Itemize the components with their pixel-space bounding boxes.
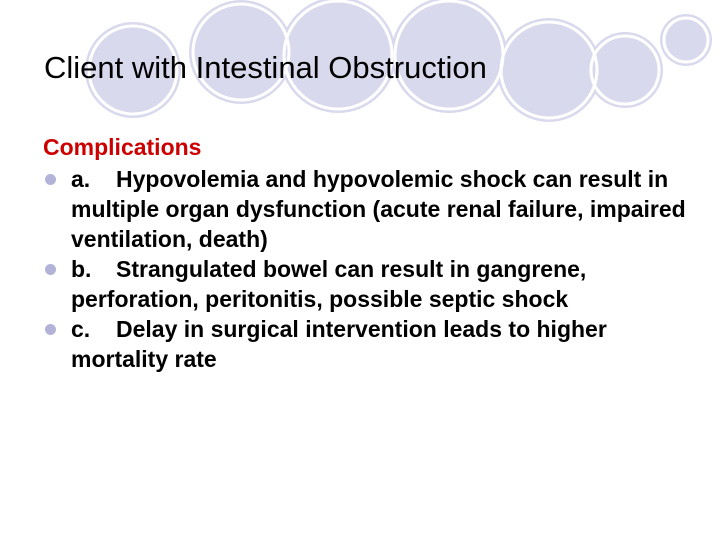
bullet-icon — [45, 264, 56, 275]
bullet-letter: a. — [71, 166, 91, 192]
bullet-text: Hypovolemia and hypovolemic shock can result in multiple organ dysfunction (acute renal failure, impaired ventilation, death) — [71, 166, 686, 252]
bullet-item-a — [43, 164, 703, 254]
section-heading: Complications — [43, 134, 202, 160]
bullet-letter: c. — [71, 316, 91, 342]
bullet-item-c — [43, 314, 703, 374]
slide-title: Client with Intestinal Obstruction — [44, 50, 487, 85]
bullet-text: Delay in surgical intervention leads to higher mortality rate — [71, 316, 607, 372]
bullet-list — [43, 164, 703, 374]
bullet-text: Strangulated bowel can result in gangrene, perforation, peritonitis, possible septic shock — [71, 256, 587, 312]
bullet-item-b — [43, 254, 703, 314]
bullet-icon — [45, 174, 56, 185]
bullet-icon — [45, 324, 56, 335]
slide-content — [43, 131, 703, 374]
bullet-letter: b. — [71, 256, 92, 282]
